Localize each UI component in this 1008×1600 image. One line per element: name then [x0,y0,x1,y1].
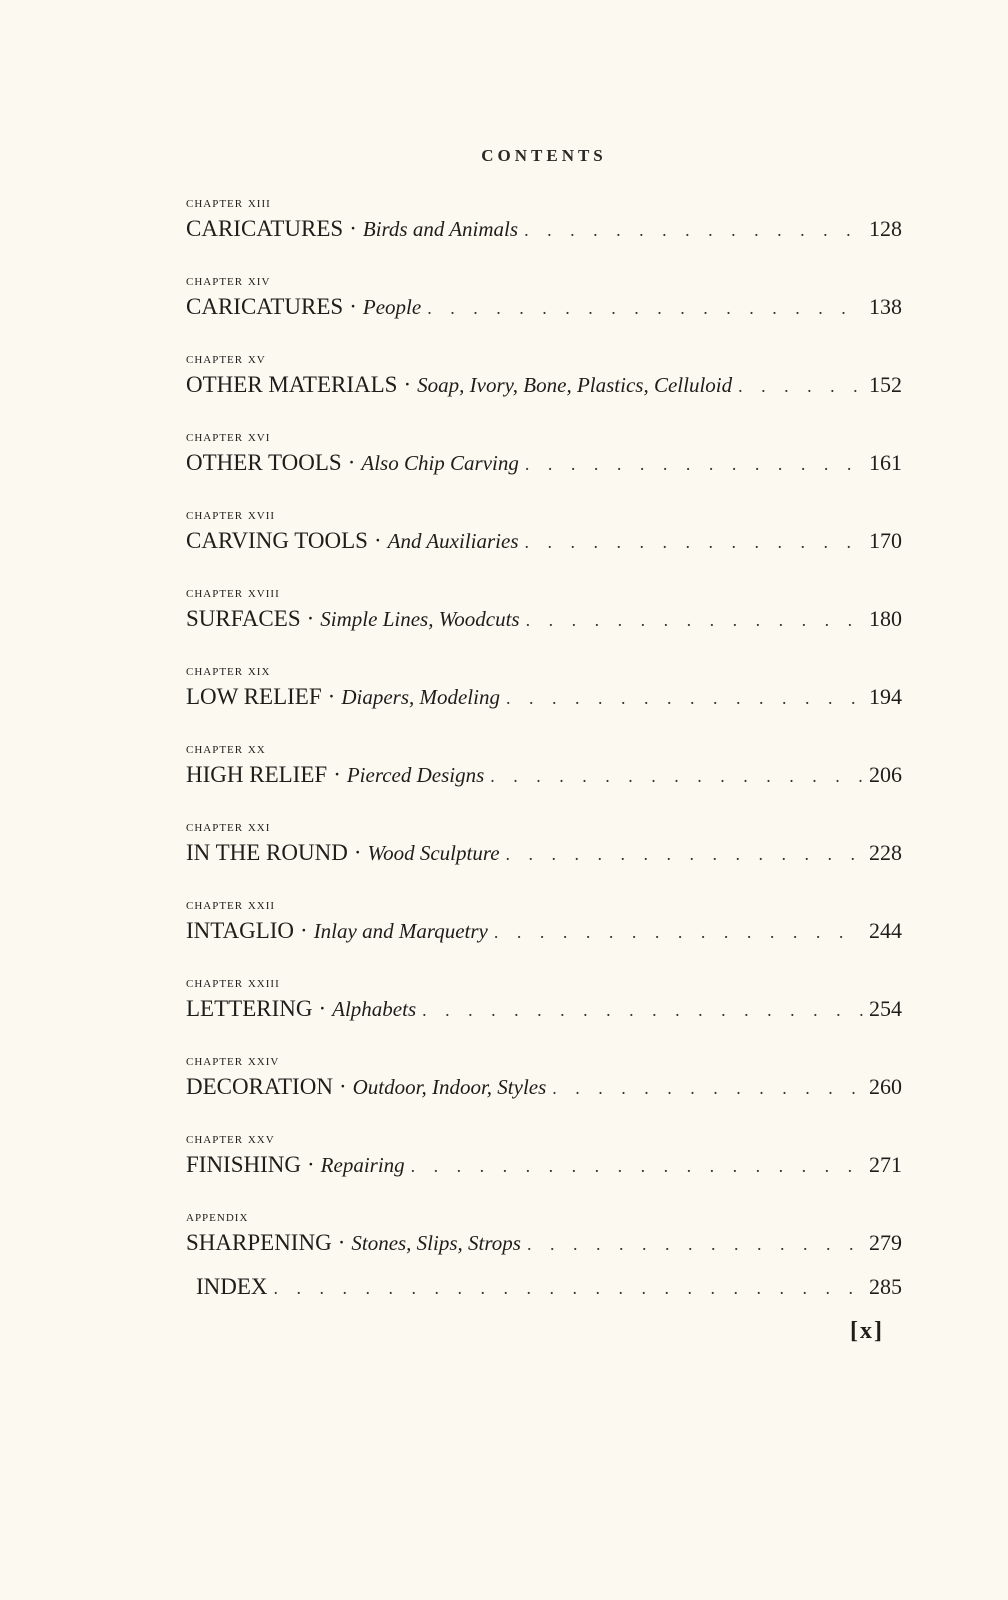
chapter-subtitle: People [362,295,422,319]
chapter-subtitle: Also Chip Carving [361,451,519,475]
page-number: 128 [869,216,902,241]
toc-line [186,682,902,713]
page-number: 180 [869,606,902,631]
dot-leader [506,683,863,713]
chapter-subtitle: Pierced Designs [346,763,485,787]
title-separator: · [347,450,356,475]
page-number: 271 [869,1152,902,1177]
chapter-title: OTHER MATERIALS [186,372,398,397]
chapter-title: SURFACES [186,606,301,631]
chapter-title: INTAGLIO [186,918,295,943]
toc-entry [186,972,902,1050]
chapter-label: chapter xiii [186,195,271,211]
chapter-subtitle: Wood Sculpture [367,841,500,865]
title-separator: · [337,1230,346,1255]
title-separator: · [318,996,327,1021]
chapter-title: SHARPENING [186,1230,332,1255]
chapter-label: chapter xxv [186,1131,275,1147]
chapter-label: chapter xviii [186,585,280,601]
index-title: INDEX [196,1274,268,1299]
toc-entry [186,504,902,582]
dot-leader [526,605,863,635]
title-separator: · [333,762,341,787]
chapter-subtitle: Birds and Animals [362,217,519,241]
chapter-subtitle: Diapers, Modeling [341,685,500,709]
toc-entry [186,816,902,894]
title-separator: · [306,606,315,631]
toc-line [186,916,902,947]
dot-leader [427,293,863,323]
toc-entry [186,426,902,504]
chapter-subtitle: Alphabets [332,997,417,1021]
page-number: 228 [869,840,902,865]
contents-heading: CONTENTS [481,146,607,165]
chapter-subtitle: And Auxiliaries [387,529,519,553]
index-entry [196,1272,902,1303]
toc-line [186,994,902,1025]
chapter-label: chapter xxiii [186,975,280,991]
page-number: 244 [869,918,902,943]
toc-line [186,1228,902,1259]
chapter-subtitle: Inlay and Marquetry [313,919,488,943]
toc-line [186,1150,902,1181]
toc-entry [186,192,902,270]
page-number: 254 [869,996,902,1021]
toc-entry [186,270,902,348]
chapter-subtitle: Outdoor, Indoor, Styles [352,1075,547,1099]
toc-line [186,448,902,479]
title-separator: · [349,294,357,319]
toc-line [196,1272,902,1303]
toc-line [186,838,902,869]
toc-line [186,214,902,245]
chapter-title: OTHER TOOLS [186,450,342,475]
chapter-label: chapter xix [186,663,271,679]
toc-entry [186,894,902,972]
title-separator: · [353,840,362,865]
dot-leader [274,1273,863,1303]
page-number: 260 [869,1074,902,1099]
chapter-subtitle: Simple Lines, Woodcuts [320,607,520,631]
dot-leader [552,1073,863,1103]
dot-leader [527,1229,863,1259]
chapter-label: chapter xxii [186,897,276,913]
dot-leader [524,215,863,245]
chapter-label: chapter xvi [186,429,271,445]
title-separator: · [338,1074,347,1099]
chapter-label: chapter xx [186,741,266,757]
toc-line [186,370,902,401]
chapter-title: DECORATION [186,1074,333,1099]
dot-leader [506,839,863,869]
chapter-label: chapter xxi [186,819,271,835]
page-number: 170 [869,528,902,553]
toc-line [186,1072,902,1103]
chapter-subtitle: Repairing [320,1153,405,1177]
chapter-subtitle: Stones, Slips, Strops [351,1231,521,1255]
title-separator: · [307,1152,315,1177]
toc-line [186,760,902,791]
dot-leader [525,449,863,479]
page-number: 138 [869,294,902,319]
chapter-title: HIGH RELIEF [186,762,328,787]
chapter-label: chapter xv [186,351,266,367]
chapter-title: FINISHING [186,1152,301,1177]
toc-entry [186,660,902,738]
toc-line [186,526,902,557]
title-separator: · [327,684,336,709]
toc-entry [186,1128,902,1206]
dot-leader [738,371,863,401]
chapter-label: chapter xiv [186,273,271,289]
toc-entry [186,348,902,426]
toc-entry [186,738,902,816]
page-number: 194 [869,684,902,709]
dot-leader [494,917,863,947]
toc-entry [186,582,902,660]
toc-entry [186,1050,902,1128]
dot-leader [411,1151,863,1181]
page-number: 152 [869,372,902,397]
title-separator: · [349,216,357,241]
chapter-title: IN THE ROUND [186,840,348,865]
chapter-subtitle: Soap, Ivory, Bone, Plastics, Celluloid [417,373,733,397]
folio-page-number: [x] [850,1318,884,1344]
table-of-contents [186,192,902,1284]
page-number: 285 [869,1274,902,1299]
appendix-label: appendix [186,1209,249,1225]
page-number: 161 [869,450,902,475]
chapter-title: LETTERING [186,996,313,1021]
page-number: 279 [869,1230,902,1255]
dot-leader [525,527,864,557]
title-separator: · [403,372,412,397]
title-separator: · [373,528,382,553]
page-number: 206 [869,762,902,787]
chapter-title: CARICATURES [186,294,344,319]
toc-line [186,604,902,635]
chapter-title: CARICATURES [186,216,344,241]
toc-line [186,292,902,323]
chapter-title: CARVING TOOLS [186,528,368,553]
dot-leader [422,995,863,1025]
chapter-label: chapter xxiv [186,1053,280,1069]
title-separator: · [300,918,308,943]
dot-leader [490,761,863,791]
chapter-label: chapter xvii [186,507,276,523]
chapter-title: LOW RELIEF [186,684,322,709]
